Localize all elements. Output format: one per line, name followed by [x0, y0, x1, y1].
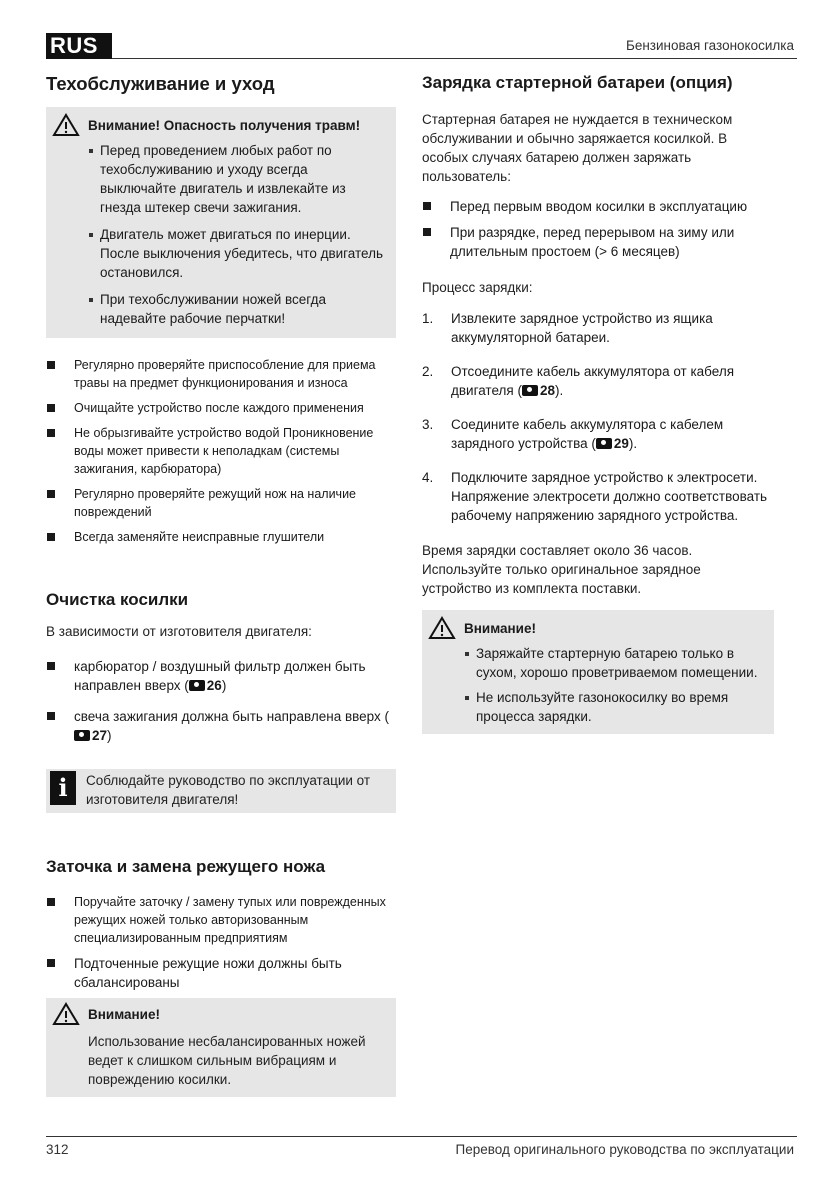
list-item: Перед первым вводом косилки в эксплуатацию	[422, 197, 774, 216]
info-icon: i	[50, 771, 76, 805]
list-item: карбюратор / воздушный фильтр должен быть направлен вверх ( 26)	[46, 657, 396, 695]
page-number: 312	[46, 1142, 69, 1157]
warning-box-injury	[46, 107, 396, 338]
warning-header	[52, 113, 386, 137]
battery-intro: Стартерная батарея не нуждается в техническом обслуживании и обычно заряжается косилкой. В особых случаях батарею должен заряжать пользователь:	[422, 112, 733, 184]
warning-header	[428, 616, 764, 640]
list-item: Регулярно проверяйте приспособление для приема травы на предмет функционирования и износа	[46, 356, 396, 392]
step-item: 2. Отсоедините кабель аккумулятора от кабеля двигателя ( 28).	[422, 364, 735, 398]
section-title-battery: Зарядка стартерной батареи (опция)	[422, 73, 733, 92]
figure-ref-icon	[189, 680, 205, 691]
warning-icon	[52, 1002, 80, 1026]
figure-ref: 26	[206, 678, 222, 693]
figure-ref-icon	[74, 730, 90, 741]
figure-ref: 27	[92, 728, 108, 743]
step-item: 3. Соедините кабель аккумулятора с кабелем зарядного устройства ( 29).	[422, 417, 724, 451]
list-item: свеча зажигания должна быть направлена вверх (27)	[46, 707, 396, 745]
info-text: Соблюдайте руководство по эксплуатации от изготовителя двигателя!	[86, 773, 371, 807]
warning-icon	[428, 616, 456, 640]
battery-list	[422, 197, 774, 261]
charge-time-text: Время зарядки составляет около 36 часов. Используйте только оригинальное зарядное устройство из комплекта поставки.	[422, 543, 701, 596]
left-column	[46, 68, 396, 1097]
section-title-blade: Заточка и замена режущего ножа	[46, 857, 326, 876]
step-item: 4. Подключите зарядное устройство к электросети. Напряжение электросети должно соответствовать рабочему напряжению зарядного устройства.	[422, 470, 768, 523]
list-item: Регулярно проверяйте режущий нож на наличие повреждений	[46, 485, 396, 521]
process-label: Процесс зарядки:	[422, 280, 533, 295]
warning-item: Перед проведением любых работ по техобслуживанию и уходу всегда выключайте двигатель и извлекайте из гнезда штекер свечи зажигания.	[88, 141, 386, 217]
cleaning-list	[46, 657, 396, 745]
list-item: Поручайте заточку / замену тупых или поврежденных режущих ножей только авторизованным специализированным предприятиям	[46, 893, 396, 947]
warning-item: Не используйте газонокосилку во время процесса зарядки.	[464, 688, 764, 726]
list-item: Подточенные режущие ножи должны быть сбалансированы	[46, 954, 396, 992]
warning-text: Использование несбалансированных ножей ведет к слишком сильным вибрациям и повреждению косилки.	[88, 1034, 366, 1087]
section-title-cleaning: Очистка косилки	[46, 590, 189, 609]
footer-rule	[46, 1136, 797, 1137]
warning-title: Внимание! Опасность получения травм!	[88, 117, 361, 133]
language-badge: RUS	[46, 33, 112, 59]
warning-item: При техобслуживании ножей всегда надевайте рабочие перчатки!	[88, 290, 386, 328]
header-rule	[112, 58, 797, 59]
maintenance-list	[46, 356, 396, 546]
warning-box-blade	[46, 998, 396, 1097]
warning-box-charging	[422, 610, 774, 734]
section-title-maintenance: Техобслуживание и уход	[46, 73, 275, 94]
cleaning-intro: В зависимости от изготовителя двигателя:	[46, 624, 312, 639]
warning-list	[88, 141, 386, 328]
warning-title: Внимание!	[88, 1006, 160, 1022]
warning-list	[464, 644, 764, 726]
figure-ref: 28	[539, 383, 555, 398]
warning-header	[52, 1002, 386, 1026]
warning-title: Внимание!	[464, 620, 536, 636]
step-item: 1. Извлеките зарядное устройство из ящика аккумуляторной батареи.	[422, 311, 713, 345]
warning-item: Заряжайте стартерную батарею только в сухом, хорошо проветриваемом помещении.	[464, 644, 764, 682]
document-title: Бензиновая газонокосилка	[625, 38, 794, 53]
blade-list	[46, 893, 396, 992]
info-box	[46, 769, 396, 813]
figure-ref-icon	[596, 438, 612, 449]
warning-icon	[52, 113, 80, 137]
figure-ref: 29	[613, 436, 629, 451]
charging-steps	[422, 309, 774, 525]
right-column	[422, 68, 774, 734]
footer-note: Перевод оригинального руководства по эксплуатации	[455, 1142, 794, 1157]
warning-item: Двигатель может двигаться по инерции. После выключения убедитесь, что двигатель остановился.	[88, 225, 386, 282]
figure-ref-icon	[522, 385, 538, 396]
list-item: Не обрызгивайте устройство водой Проникновение воды может привести к неполадкам (системы зажигания, карбюратора)	[46, 424, 396, 478]
list-item: Всегда заменяйте неисправные глушители	[46, 528, 396, 546]
list-item: Очищайте устройство после каждого применения	[46, 399, 396, 417]
list-item: При разрядке, перед перерывом на зиму или длительным простоем (> 6 месяцев)	[422, 223, 774, 261]
